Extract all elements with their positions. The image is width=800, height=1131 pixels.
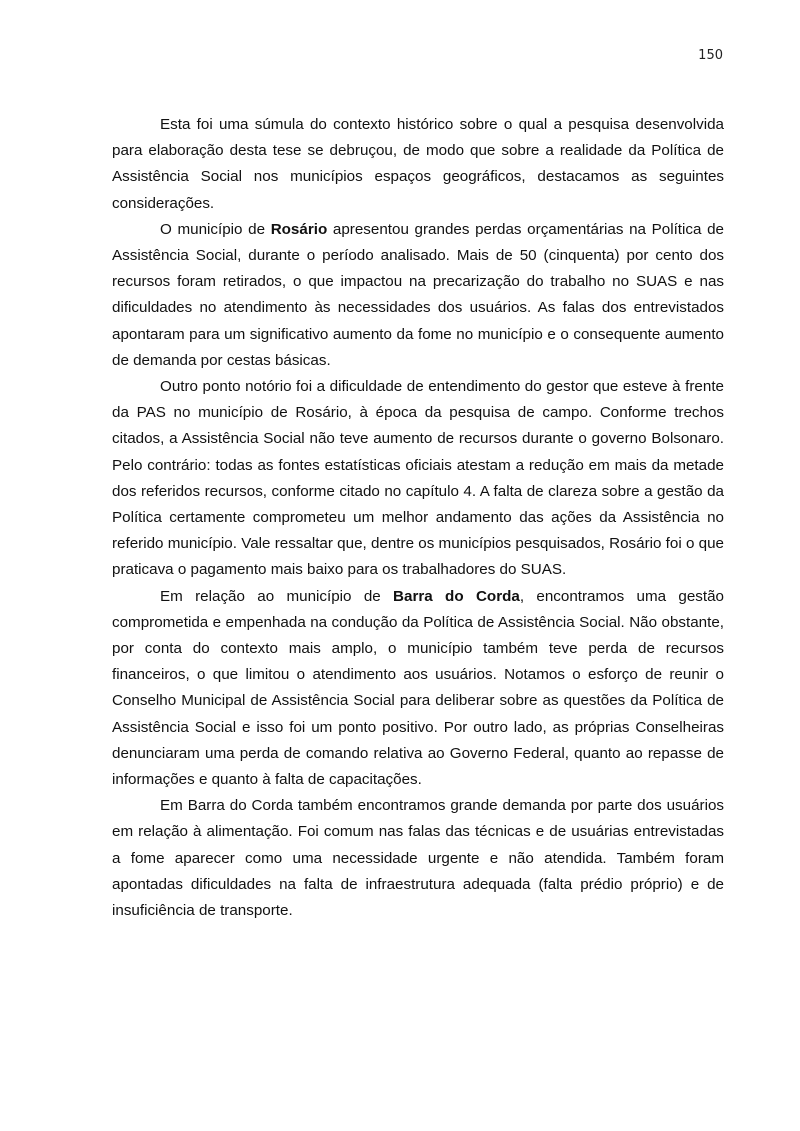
paragraph — [112, 584, 724, 794]
paragraph-text: Esta foi uma súmula do contexto histórico sobre o qual a pesquisa desenvolvida para elaboração desta tese se debruçou, de modo que sobre a realidade da Política de Assistência Social nos municípios espaços geográficos, destacamos as seguintes considerações. — [112, 116, 724, 212]
body-text — [112, 112, 724, 924]
paragraph-text: Em Barra do Corda também encontramos grande demanda por parte dos usuários em relação à alimentação. Foi comum nas falas das técnicas e de usuárias entrevistadas a fome aparecer como uma necessidade urgente e não atendida. Também foram apontadas dificuldades na falta de infraestrutura adequada (falta prédio próprio) e de insuficiência de transporte. — [112, 797, 724, 920]
paragraph — [112, 112, 724, 217]
paragraph-text: O município de — [160, 220, 271, 238]
paragraph-text: Em relação ao município de — [160, 587, 394, 605]
paragraph-text: , encontramos uma gestão comprometida e empenhada na condução da Política de Assistência Social. Não obstante, por conta do contexto mais amplo, o município também teve perda de recursos financeiros, o que limitou o atendimento aos usuários. Notamos o esforço de reunir o Conselho Municipal de Assistência Social para deliberar sobre as questões da Política de Assistência Social e isso foi um ponto positivo. Por outro lado, as próprias Conselheiras denunciaram uma perda de comando relativa ao Governo Federal, quanto ao repasse de informações e quanto à falta de capacitações. — [112, 587, 724, 789]
municipality-name: Barra do Corda — [393, 587, 520, 605]
paragraph — [112, 793, 724, 924]
paragraph — [112, 217, 724, 374]
page-number: 150 — [698, 48, 723, 63]
paragraph — [112, 374, 724, 584]
paragraph-text: Outro ponto notório foi a dificuldade de entendimento do gestor que esteve à frente da PAS no município de Rosário, à época da pesquisa de campo. Conforme trechos citados, a Assistência Social não teve aumento de recursos durante o governo Bolsonaro. Pelo contrário: todas as fontes estatísticas oficiais atestam a redução em mais da metade dos referidos recursos, conforme citado no capítulo 4. A falta de clareza sobre a gestão da Política certamente comprometeu um melhor andamento das ações da Assistência no referido município. Vale ressaltar que, dentre os municípios pesquisados, Rosário foi o que praticava o pagamento mais baixo para os trabalhadores do SUAS. — [112, 378, 724, 579]
paragraph-text: apresentou grandes perdas orçamentárias na Política de Assistência Social, durante o período analisado. Mais de 50 (cinquenta) por cento dos recursos foram retirados, o que impactou na precarização do trabalho no SUAS e nas dificuldades no atendimento às necessidades dos usuários. As falas dos entrevistados apontaram para um significativo aumento da fome no município e o consequente aumento de demanda por cestas básicas. — [112, 220, 724, 369]
municipality-name: Rosário — [270, 220, 328, 238]
